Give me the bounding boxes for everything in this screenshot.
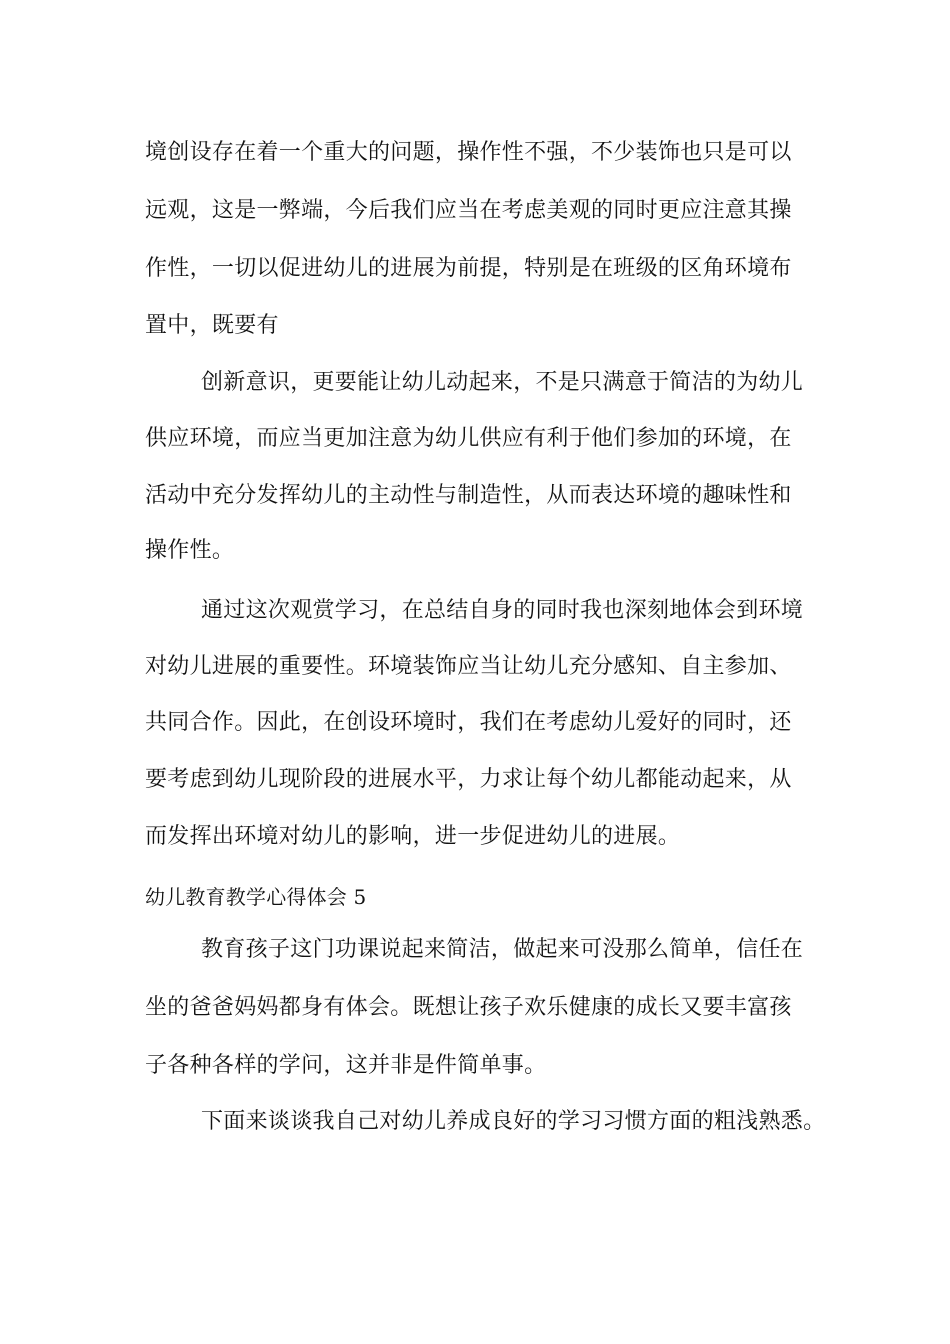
text-line: 要考虑到幼儿现阶段的进展水平，力求让每个幼儿都能动起来，从 — [145, 767, 792, 792]
text-line: 远观，这是一弊端，今后我们应当在考虑美观的同时更应注意其操 — [145, 198, 792, 223]
text-line: 置中，既要有 — [145, 313, 279, 338]
text-line: 对幼儿进展的重要性。环境装饰应当让幼儿充分感知、自主参加、 — [145, 654, 792, 679]
text-line: 操作性。 — [145, 538, 235, 563]
text-line: 活动中充分发挥幼儿的主动性与制造性，从而表达环境的趣味性和 — [145, 483, 792, 508]
text-line: 子各种各样的学问，这并非是件简单事。 — [145, 1053, 547, 1078]
paragraph-first-line: 通过这次观赏学习，在总结自身的同时我也深刻地体会到环境 — [201, 598, 804, 623]
text-line: 坐的爸爸妈妈都身有体会。既想让孩子欢乐健康的成长又要丰富孩 — [145, 995, 792, 1020]
paragraph-first-line: 下面来谈谈我自己对幼儿养成良好的学习习惯方面的粗浅熟悉。 — [201, 1109, 826, 1134]
text-line: 供应环境，而应当更加注意为幼儿供应有利于他们参加的环境，在 — [145, 426, 792, 451]
text-line: 作性，一切以促进幼儿的进展为前提，特别是在班级的区角环境布 — [145, 256, 792, 281]
paragraph-first-line: 创新意识，更要能让幼儿动起来，不是只满意于简洁的为幼儿 — [201, 370, 804, 395]
text-line: 而发挥出环境对幼儿的影响，进一步促进幼儿的进展。 — [145, 824, 681, 849]
section-heading: 幼儿教育教学心得体会 5 — [145, 885, 367, 909]
text-line: 境创设存在着一个重大的问题，操作性不强，不少装饰也只是可以 — [145, 140, 792, 165]
text-line: 共同合作。因此，在创设环境时，我们在考虑幼儿爱好的同时，还 — [145, 710, 792, 735]
paragraph-first-line: 教育孩子这门功课说起来简洁，做起来可没那么简单，信任在 — [201, 937, 804, 962]
